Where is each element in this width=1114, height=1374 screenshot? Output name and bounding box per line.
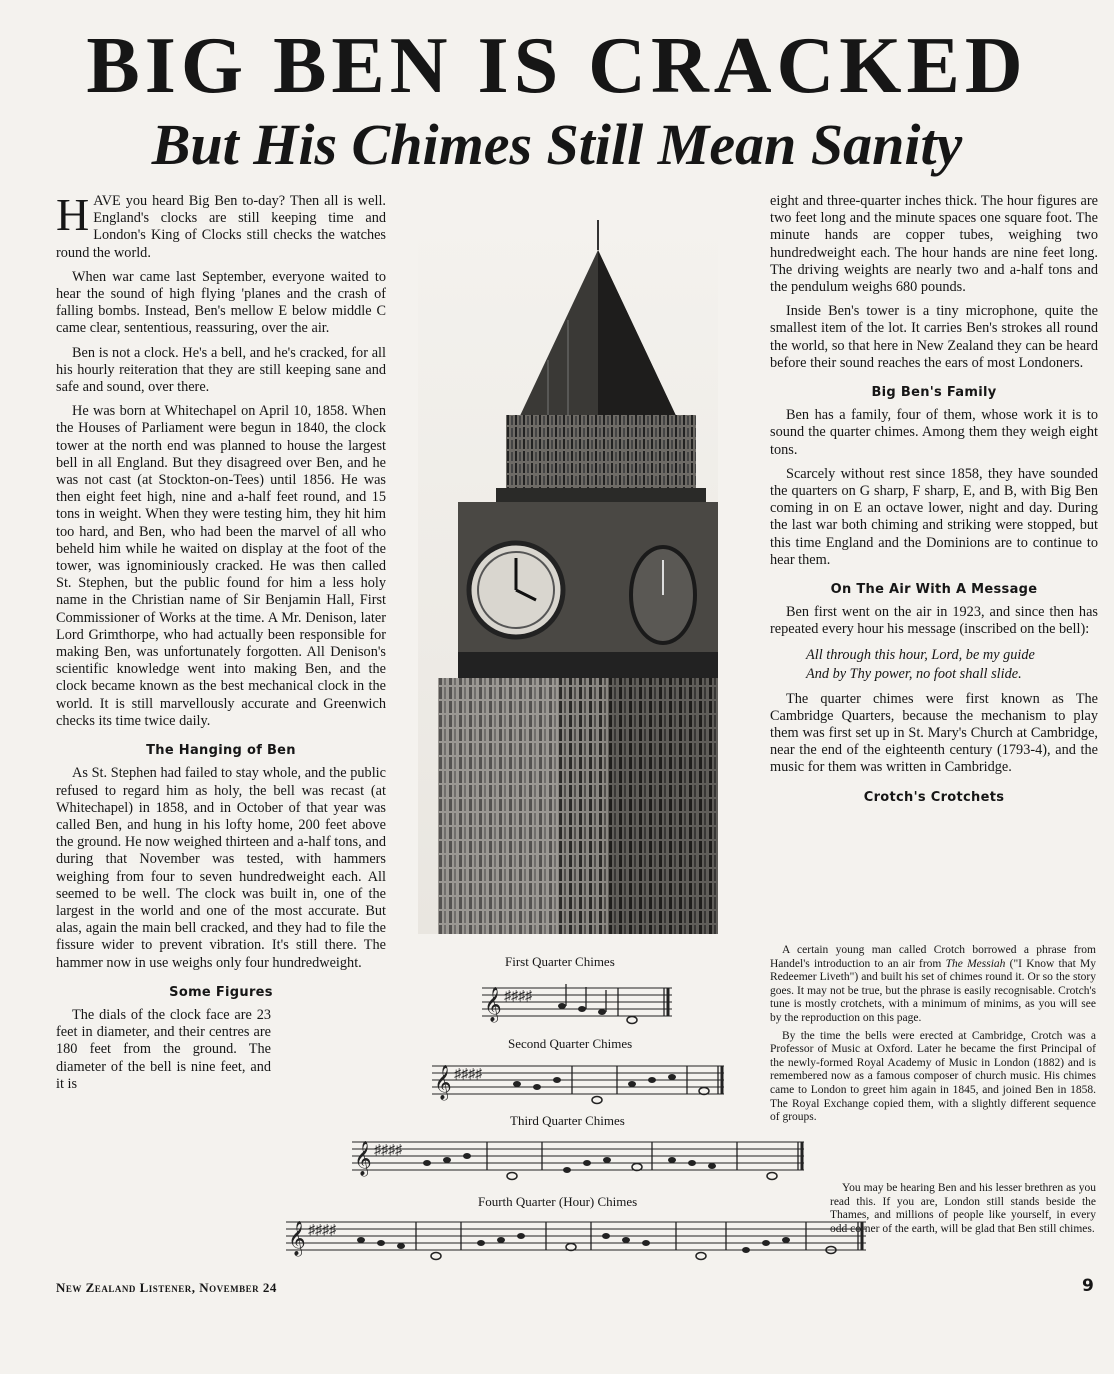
music-label: Third Quarter Chimes	[510, 1113, 625, 1128]
left-column	[56, 189, 386, 1100]
section-heading: The Hanging of Ben	[146, 743, 296, 759]
paragraph: Inside Ben's tower is a tiny microphone, quite the smallest item of the lot. It carries Ben's strokes all round the world, so that here in New Zealand they can be heard before their sound reaches the ears of most Londoners.	[770, 303, 1098, 371]
paragraph: Ben has a family, four of them, whose work it is to sound the quarter chimes. Among them they weigh eight tons.	[770, 407, 1098, 458]
svg-text:♯♯♯♯: ♯♯♯♯	[454, 1067, 482, 1082]
subheadline: But His Chimes Still Mean Sanity	[151, 112, 963, 177]
music-label: Fourth Quarter (Hour) Chimes	[478, 1194, 638, 1209]
svg-text:♯♯♯♯: ♯♯♯♯	[504, 989, 532, 1004]
big-ben-tower-photo	[418, 210, 718, 934]
small-print-end	[830, 1182, 1096, 1240]
paragraph: Ben first went on the air in 1923, and since then has repeated every hour his message (inscribed on the bell):	[770, 604, 1098, 638]
bell-inscription	[770, 646, 1098, 684]
third-quarter-staff	[352, 1130, 804, 1182]
drop-cap: H	[56, 189, 90, 240]
inscription-line: And by Thy power, no foot shall slide.	[806, 665, 1022, 682]
section-heading: Some Figures	[169, 984, 273, 1000]
music-label: First Quarter Chimes	[505, 954, 615, 969]
paragraph: When war came last September, everyone waited to hear the sound of high flying 'planes and the crash of falling bombs. Instead, Ben's mellow E below middle C came clear, sententious, reassuring, over the air.	[56, 268, 386, 337]
svg-text:𝄞: 𝄞	[484, 988, 502, 1021]
inscription-line: All through this hour, Lord, be my guide	[806, 646, 1035, 663]
svg-text:𝄞: 𝄞	[354, 1142, 372, 1175]
svg-text:𝄞: 𝄞	[288, 1222, 306, 1255]
headline: BIG BEN IS CRACKED	[86, 22, 1028, 110]
svg-text:♯♯♯♯: ♯♯♯♯	[374, 1143, 402, 1158]
second-quarter-staff	[432, 1056, 724, 1106]
paragraph: As St. Stephen had failed to stay whole, and the public refused to regard him as holy, the bell was recast (at Whitechapel) in 1858, and in October of that year was called Ben, and hung in his lofty home, 200 feet above the ground. He now weighed thirteen and a-half tons, and during that November was tested, with hammers weighing from four to seven hundredweight each. All seemed to be well. The clock was built in, one of the largest in the world and one of the most accurate. But alas, again the main bell cracked, and they had to file the fissure wider to prevent vibration. It's still there. The hammer now in use weighs only four hundredweight.	[56, 765, 386, 971]
paragraph: He was born at Whitechapel on April 10, 1858. When the Houses of Parliament were begun in 1840, the clock tower at the north end was planned to house the largest bell in all England. But they disagreed over Ben, and he was not cast (at Stockton-on-Tees) until 1856. He was then eight feet high, nine and a-half feet round, and 15 tons in weight. When they were testing him, they hit him too hard, and Ben, who had been the marvel of all who beheld him while he waited on display at the foot of the tower, was ignominiously cracked. He was then called St. Stephen, but the public found for him a less holy name in the Christian name of Sir Benjamin Hall, First Commissioner of Works at the time. A Mr. Denison, later Lord Grimthorpe, who had actually been responsible for making Ben, was unfortunately forgotten. All Denison's scientific knowledge went into making Ben, and the clock became known as the best mechanical clock in the world. It is still marvellously accurate and Greenwich checks its time twice daily.	[56, 403, 386, 729]
svg-text:♯♯♯♯: ♯♯♯♯	[308, 1223, 336, 1238]
paragraph: Ben is not a clock. He's a bell, and he's cracked, for all his hourly reiteration that they are still keeping sane and safe and sound, over there.	[56, 344, 386, 396]
paragraph: HAVE you heard Big Ben to-day? Then all is well. England's clocks are still keeping time and London's King of Clocks still checks the watches round the world.	[56, 189, 386, 261]
section-heading: Crotch's Crotchets	[863, 789, 1005, 805]
paragraph: Scarcely without rest since 1858, they have sounded the quarters on G sharp, F sharp, E, and B, with Big Ben coming in on E an octave lower, night and day. During the last war both chiming and striking were stopped, but this time England and the Dominions are to continue to hear them.	[770, 465, 1098, 568]
music-label: Second Quarter Chimes	[508, 1036, 633, 1051]
paragraph: eight and three-quarter inches thick. The hour figures are two feet long and the minute spaces one square foot. The minute hands are copper tubes, weighing two hundredweight each. The hour hands are nine feet long. The driving weights are nearly two and a-half tons and the pendulum weighs 680 pounds.	[770, 193, 1098, 296]
publication-footer: New Zealand Listener, November 24	[56, 1280, 277, 1295]
section-heading: On The Air With A Message	[830, 582, 1038, 598]
paragraph: A certain young man called Crotch borrowed a phrase from Handel's introduction to an air from The Messiah ("I Know that My Redeemer Liveth") and built his set of chimes round it. Or so the story goes. It may not be true, but the phrase is easily recognisable. Crotch's tune is mostly crotchets, with a minimum of minims, as you will see by the reproduction on this page.	[770, 944, 1096, 1024]
fourth-quarter-staff	[286, 1210, 866, 1266]
first-quarter-staff	[482, 982, 672, 1026]
small-print	[770, 944, 1096, 1129]
paragraph: You may be hearing Ben and his lesser brethren as you read this. If you are, London still stands beside the Thames, and millions of people like yourself, in every odd corner of the earth, will be glad that Ben still chimes.	[830, 1182, 1096, 1235]
paragraph: The quarter chimes were first known as The Cambridge Quarters, because the mechanism to play them was first set up in St. Mary's Church at Cambridge, near the end of the eighteenth century (1793-4), and the music for them was written in Cambridge.	[770, 690, 1098, 776]
page-number: 9	[1082, 1276, 1094, 1296]
paragraph: By the time the bells were erected at Cambridge, Crotch was a Professor of Music at Oxford. Later he became the first Principal of the newly-formed Royal Academy of Music in London (1882) and is remembered now as a famous composer of church music. His chimes came to London to greet him again in 1845, and joined Ben in 1858. The Royal Exchange copied them, with a slightly different sequence of groups.	[770, 1029, 1096, 1124]
section-heading: Big Ben's Family	[871, 385, 997, 401]
paragraph: The dials of the clock face are 23 feet in diameter, and their centres are 180 feet from the ground. The diameter of the bell is nine feet, and it is	[56, 1006, 271, 1092]
svg-text:𝄞: 𝄞	[434, 1066, 452, 1099]
right-column	[770, 193, 1098, 812]
